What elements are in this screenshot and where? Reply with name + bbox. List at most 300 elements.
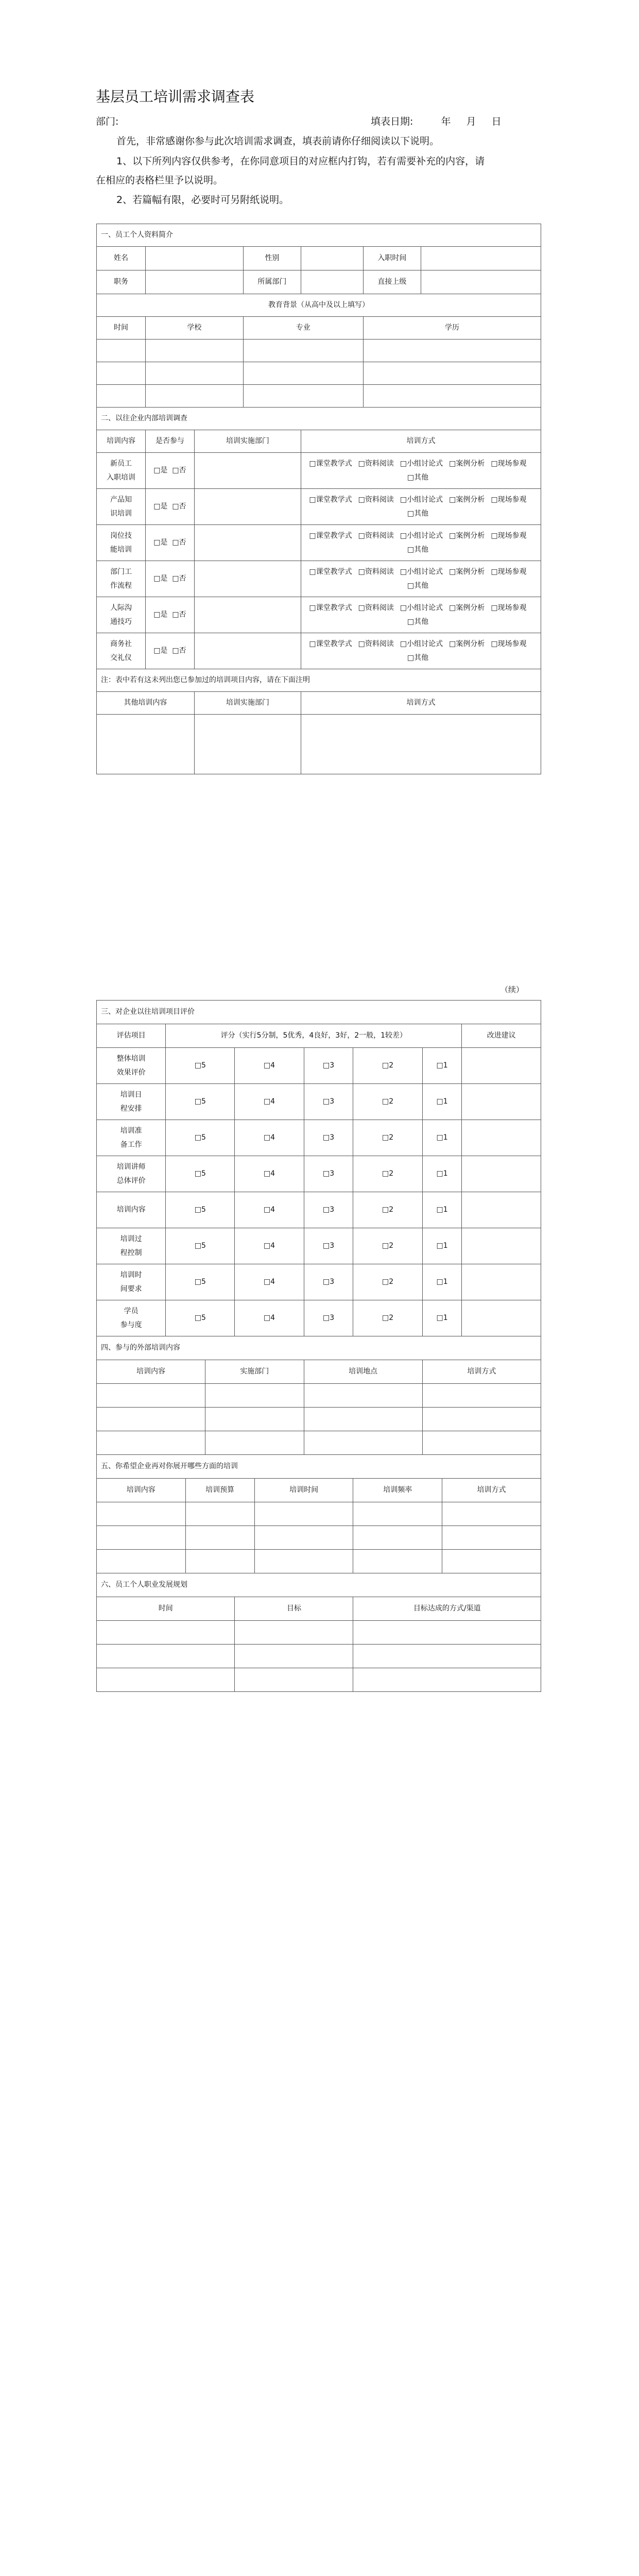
s2-col-content: 培训内容: [97, 430, 146, 453]
score-cell: [422, 1300, 462, 1336]
edu-row: [97, 340, 541, 362]
s4-cell[interactable]: [97, 1384, 205, 1408]
method-checkbox[interactable]: □课堂教学式: [309, 531, 352, 540]
s2-row-label: [97, 489, 146, 525]
s5-cell[interactable]: [97, 1526, 186, 1550]
table-row: [97, 1120, 541, 1156]
method-checkbox[interactable]: □课堂教学式: [309, 495, 352, 504]
table-row: [97, 1156, 541, 1192]
s2-participated-cell: [145, 489, 194, 525]
score-checkbox[interactable]: □1: [436, 1314, 448, 1323]
edu-cell[interactable]: [145, 340, 243, 362]
s4-cell[interactable]: [205, 1408, 304, 1431]
table-row: [97, 1264, 541, 1300]
s2-row-label: [97, 561, 146, 597]
s2-participated-cell: [145, 597, 194, 633]
page-title: 基层员工培训需求调查表: [96, 88, 255, 105]
s5-cell[interactable]: [353, 1550, 442, 1573]
s5-cell[interactable]: [254, 1526, 353, 1550]
s6-cell[interactable]: [235, 1668, 353, 1692]
method-checkbox[interactable]: □小组讨论式: [400, 495, 443, 504]
yes-checkbox[interactable]: □是: [153, 466, 168, 475]
score-checkbox[interactable]: □5: [194, 1170, 206, 1178]
method-checkbox[interactable]: □案例分析: [449, 567, 485, 576]
s6-cell[interactable]: [353, 1621, 541, 1645]
method-checkbox[interactable]: □其他: [407, 545, 429, 554]
s2-participated-cell: [145, 633, 194, 669]
s2-row-label-line: 产品知: [110, 495, 132, 504]
method-checkbox[interactable]: □案例分析: [449, 495, 485, 504]
edu-cell[interactable]: [97, 340, 146, 362]
score-cell: [422, 1048, 462, 1084]
s5-row: [97, 1526, 541, 1550]
s2-dept-cell[interactable]: [194, 525, 301, 561]
score-checkbox[interactable]: □2: [382, 1206, 394, 1214]
s3-row-label: [97, 1264, 166, 1300]
score-checkbox[interactable]: □5: [194, 1206, 206, 1214]
score-cell: [422, 1264, 462, 1300]
score-checkbox[interactable]: □4: [263, 1061, 275, 1070]
s2-method-options: [301, 525, 541, 561]
edu-col-time: 时间: [97, 317, 146, 340]
s4-row: [97, 1384, 541, 1408]
method-checkbox[interactable]: □其他: [407, 581, 429, 590]
score-cell: [422, 1228, 462, 1264]
yes-checkbox[interactable]: □是: [153, 538, 168, 547]
s2-row-label-line: 岗位技: [110, 531, 132, 540]
s3-row-label-line: 培训过: [120, 1234, 142, 1243]
score-cell: [304, 1084, 353, 1120]
s4-cell[interactable]: [422, 1384, 541, 1408]
date-line: [371, 117, 502, 127]
score-checkbox[interactable]: □2: [382, 1097, 394, 1106]
s4-cell[interactable]: [422, 1431, 541, 1455]
s2-row-label: [97, 633, 146, 669]
score-cell: [353, 1264, 422, 1300]
edu-cell[interactable]: [243, 340, 363, 362]
s2-other-col-method: 培训方式: [301, 692, 541, 715]
score-cell: [235, 1300, 304, 1336]
s6-cell[interactable]: [353, 1645, 541, 1668]
s6-cell[interactable]: [97, 1621, 235, 1645]
method-checkbox[interactable]: □课堂教学式: [309, 603, 352, 612]
table-row: [97, 489, 541, 525]
method-checkbox[interactable]: □其他: [407, 617, 429, 626]
s2-dept-cell[interactable]: [194, 597, 301, 633]
score-cell: [235, 1264, 304, 1300]
s2-other-dept-field[interactable]: [194, 715, 301, 774]
table-row: [97, 525, 541, 561]
s3-row-label-line: 程控制: [120, 1248, 142, 1257]
intro-line-2a: 1、以下所列内容仅供参考，在你同意项目的对应框内打钩，若有需要补充的内容，请: [116, 156, 485, 167]
edu-cell[interactable]: [97, 362, 146, 385]
s6-cell[interactable]: [353, 1668, 541, 1692]
score-cell: [422, 1192, 462, 1228]
score-cell: [304, 1300, 353, 1336]
score-checkbox[interactable]: □3: [322, 1097, 335, 1106]
method-checkbox[interactable]: □课堂教学式: [309, 639, 352, 648]
s2-method-options: [301, 561, 541, 597]
table-row: [97, 633, 541, 669]
s2-row-label-line: 作流程: [110, 581, 132, 590]
s2-row-label-line: 交礼仪: [110, 653, 132, 662]
field-position[interactable]: [145, 270, 243, 294]
score-cell: [166, 1120, 235, 1156]
s3-suggest-cell[interactable]: [462, 1264, 541, 1300]
s3-row-label-line: 间要求: [120, 1284, 142, 1293]
continued-label: （续）: [500, 985, 524, 994]
s6-row: [97, 1645, 541, 1668]
s3-suggest-cell[interactable]: [462, 1228, 541, 1264]
s5-row: [97, 1550, 541, 1573]
score-checkbox[interactable]: □5: [194, 1314, 206, 1323]
s3-row-label: [97, 1084, 166, 1120]
s4-cell[interactable]: [304, 1431, 422, 1455]
method-checkbox[interactable]: □现场参观: [491, 531, 527, 540]
table-row: [97, 1228, 541, 1264]
method-checkbox[interactable]: □课堂教学式: [309, 459, 352, 468]
score-checkbox[interactable]: □1: [436, 1097, 448, 1106]
s3-row-label-line: 参与度: [120, 1320, 142, 1329]
s2-row-label: [97, 525, 146, 561]
score-cell: [235, 1048, 304, 1084]
survey-table-part-1: [96, 224, 541, 774]
s3-row-label: [97, 1156, 166, 1192]
method-checkbox[interactable]: □现场参观: [491, 639, 527, 648]
score-cell: [235, 1120, 304, 1156]
edu-cell[interactable]: [363, 340, 541, 362]
method-checkbox[interactable]: □资料阅读: [358, 567, 394, 576]
method-checkbox[interactable]: □小组讨论式: [400, 459, 443, 468]
intro-line-1: 首先，非常感谢你参与此次培训需求调查，填表前请你仔细阅读以下说明。: [116, 135, 440, 147]
s3-suggest-cell[interactable]: [462, 1300, 541, 1336]
edu-row: [97, 362, 541, 385]
method-checkbox[interactable]: □资料阅读: [358, 459, 394, 468]
score-cell: [166, 1264, 235, 1300]
score-cell: [166, 1084, 235, 1120]
method-checkbox[interactable]: □现场参观: [491, 495, 527, 504]
s4-row: [97, 1431, 541, 1455]
s2-other-method-field[interactable]: [301, 715, 541, 774]
s5-cell[interactable]: [97, 1502, 186, 1526]
s5-col-frequency: 培训频率: [353, 1479, 442, 1502]
score-cell: [353, 1228, 422, 1264]
score-checkbox[interactable]: □3: [322, 1278, 335, 1286]
s3-suggest-cell[interactable]: [462, 1192, 541, 1228]
score-cell: [353, 1048, 422, 1084]
s2-row-label: [97, 453, 146, 489]
edu-cell[interactable]: [363, 385, 541, 408]
s2-row-label-line: 商务社: [110, 639, 132, 648]
s2-other-row: [97, 715, 541, 774]
no-checkbox[interactable]: □否: [172, 538, 186, 547]
method-checkbox[interactable]: □其他: [407, 473, 429, 482]
method-checkbox[interactable]: □课堂教学式: [309, 567, 352, 576]
s2-method-options: [301, 453, 541, 489]
dept-label: 部门:: [96, 116, 119, 127]
method-checkbox[interactable]: □小组讨论式: [400, 603, 443, 612]
score-checkbox[interactable]: □2: [382, 1242, 394, 1250]
score-checkbox[interactable]: □3: [322, 1133, 335, 1142]
s6-row: [97, 1668, 541, 1692]
score-cell: [166, 1192, 235, 1228]
s5-col-budget: 培训预算: [185, 1479, 254, 1502]
s2-row-label-line: 入职培训: [106, 473, 135, 482]
method-checkbox[interactable]: □案例分析: [449, 459, 485, 468]
s5-cell[interactable]: [442, 1502, 541, 1526]
method-checkbox[interactable]: □案例分析: [449, 639, 485, 648]
method-checkbox[interactable]: □资料阅读: [358, 639, 394, 648]
s3-suggest-cell[interactable]: [462, 1048, 541, 1084]
s6-col-goal: 目标: [235, 1597, 353, 1621]
s2-other-col-content: 其他培训内容: [97, 692, 195, 715]
score-cell: [353, 1120, 422, 1156]
s6-cell[interactable]: [235, 1645, 353, 1668]
edu-cell[interactable]: [145, 385, 243, 408]
s2-method-options: [301, 633, 541, 669]
s3-row-label-line: 培训准: [120, 1126, 142, 1135]
score-checkbox[interactable]: □5: [194, 1133, 206, 1142]
s5-cell[interactable]: [442, 1550, 541, 1573]
s3-row-label-line: 总体评价: [116, 1176, 146, 1185]
score-checkbox[interactable]: □1: [436, 1242, 448, 1250]
s4-cell[interactable]: [205, 1384, 304, 1408]
s3-row-label-line: 培训日: [120, 1090, 142, 1099]
yes-checkbox[interactable]: □是: [153, 611, 168, 619]
s4-cell[interactable]: [304, 1408, 422, 1431]
s6-row: [97, 1621, 541, 1645]
s2-row-label-line: 新员工: [110, 459, 132, 468]
method-checkbox[interactable]: □小组讨论式: [400, 639, 443, 648]
s2-participated-cell: [145, 561, 194, 597]
score-cell: [353, 1156, 422, 1192]
s4-cell[interactable]: [97, 1408, 205, 1431]
field-name[interactable]: [145, 247, 243, 270]
s2-training-rows: [97, 453, 541, 669]
s4-cell[interactable]: [205, 1431, 304, 1455]
score-checkbox[interactable]: □3: [322, 1170, 335, 1178]
score-cell: [235, 1156, 304, 1192]
yes-checkbox[interactable]: □是: [153, 502, 168, 511]
s4-cell[interactable]: [97, 1431, 205, 1455]
method-checkbox[interactable]: □其他: [407, 653, 429, 662]
label-supervisor: 直接上级: [363, 270, 421, 294]
date-month: 月: [466, 116, 476, 127]
date-day: 日: [491, 116, 502, 127]
method-checkbox[interactable]: □案例分析: [449, 603, 485, 612]
score-checkbox[interactable]: □3: [322, 1206, 335, 1214]
score-cell: [166, 1048, 235, 1084]
score-checkbox[interactable]: □3: [322, 1061, 335, 1070]
s2-other-content-field[interactable]: [97, 715, 195, 774]
score-cell: [353, 1300, 422, 1336]
score-cell: [304, 1192, 353, 1228]
s6-cell[interactable]: [97, 1668, 235, 1692]
label-gender: 性别: [243, 247, 301, 270]
date-label: 填表日期:: [371, 116, 413, 127]
s5-col-method: 培训方式: [442, 1479, 541, 1502]
score-checkbox[interactable]: □3: [322, 1242, 335, 1250]
method-checkbox[interactable]: □资料阅读: [358, 531, 394, 540]
s4-col-dept: 实施部门: [205, 1360, 304, 1384]
score-checkbox[interactable]: □3: [322, 1314, 335, 1323]
table-row: [97, 1048, 541, 1084]
score-checkbox[interactable]: □2: [382, 1278, 394, 1286]
table-row: [97, 561, 541, 597]
s5-cell[interactable]: [442, 1526, 541, 1550]
s3-col-score: 评分（实行5分制，5优秀，4良好，3好，2一般，1较差）: [166, 1024, 462, 1048]
section-2-title: 二、以往企业内部培训调查: [97, 408, 541, 430]
edu-cell[interactable]: [145, 362, 243, 385]
s3-evaluation-rows: [97, 1048, 541, 1336]
score-checkbox[interactable]: □1: [436, 1206, 448, 1214]
s2-row-label-line: 识培训: [110, 509, 132, 518]
s2-dept-cell[interactable]: [194, 489, 301, 525]
s3-row-label-line: 培训时: [120, 1270, 142, 1279]
method-checkbox[interactable]: □案例分析: [449, 531, 485, 540]
s2-col-participated: 是否参与: [145, 430, 194, 453]
score-cell: [422, 1156, 462, 1192]
score-cell: [353, 1192, 422, 1228]
score-checkbox[interactable]: □4: [263, 1206, 275, 1214]
score-cell: [235, 1228, 304, 1264]
s2-row-label-line: 部门工: [110, 567, 132, 576]
score-checkbox[interactable]: □1: [436, 1170, 448, 1178]
s5-cell[interactable]: [254, 1502, 353, 1526]
s5-cell[interactable]: [97, 1550, 186, 1573]
survey-table-part-2: [96, 1000, 541, 1692]
s2-dept-cell[interactable]: [194, 633, 301, 669]
s6-cell[interactable]: [97, 1645, 235, 1668]
s5-cell[interactable]: [185, 1550, 254, 1573]
s2-col-method: 培训方式: [301, 430, 541, 453]
s3-suggest-cell[interactable]: [462, 1120, 541, 1156]
s5-cell[interactable]: [353, 1526, 442, 1550]
s3-row-label: [97, 1192, 166, 1228]
no-checkbox[interactable]: □否: [172, 466, 186, 475]
no-checkbox[interactable]: □否: [172, 647, 186, 655]
s4-col-location: 培训地点: [304, 1360, 422, 1384]
score-checkbox[interactable]: □5: [194, 1242, 206, 1250]
score-checkbox[interactable]: □4: [263, 1170, 275, 1178]
s5-col-time: 培训时间: [254, 1479, 353, 1502]
s4-row: [97, 1408, 541, 1431]
field-gender[interactable]: [301, 247, 363, 270]
edu-cell[interactable]: [243, 362, 363, 385]
s5-cell[interactable]: [254, 1550, 353, 1573]
s4-cell[interactable]: [422, 1408, 541, 1431]
edu-row: [97, 385, 541, 408]
edu-cell[interactable]: [97, 385, 146, 408]
score-checkbox[interactable]: □2: [382, 1133, 394, 1142]
s4-cell[interactable]: [304, 1384, 422, 1408]
s3-row-label-line: 备工作: [120, 1140, 142, 1149]
s2-dept-cell[interactable]: [194, 453, 301, 489]
score-checkbox[interactable]: □4: [263, 1278, 275, 1286]
edu-cell[interactable]: [363, 362, 541, 385]
score-checkbox[interactable]: □4: [263, 1133, 275, 1142]
method-checkbox[interactable]: □现场参观: [491, 603, 527, 612]
s4-col-content: 培训内容: [97, 1360, 205, 1384]
score-checkbox[interactable]: □2: [382, 1314, 394, 1323]
method-checkbox[interactable]: □资料阅读: [358, 495, 394, 504]
label-position: 职务: [97, 270, 146, 294]
label-join-date: 入职时间: [363, 247, 421, 270]
s3-col-suggest: 改进建议: [462, 1024, 541, 1048]
yes-checkbox[interactable]: □是: [153, 574, 168, 583]
s5-row: [97, 1502, 541, 1526]
section-5-title: 五、你希望企业再对你展开哪些方面的培训: [97, 1455, 541, 1479]
s5-cell[interactable]: [185, 1502, 254, 1526]
score-checkbox[interactable]: □5: [194, 1061, 206, 1070]
s5-cell[interactable]: [353, 1502, 442, 1526]
s6-col-time: 时间: [97, 1597, 235, 1621]
intro-line-2b: 在相应的表格栏里予以说明。: [96, 175, 223, 186]
method-checkbox[interactable]: □其他: [407, 509, 429, 518]
s4-col-method: 培训方式: [422, 1360, 541, 1384]
score-checkbox[interactable]: □5: [194, 1278, 206, 1286]
s2-participated-cell: [145, 525, 194, 561]
method-checkbox[interactable]: □现场参观: [491, 567, 527, 576]
method-checkbox[interactable]: □资料阅读: [358, 603, 394, 612]
no-checkbox[interactable]: □否: [172, 611, 186, 619]
s2-row-label-line: 能培训: [110, 545, 132, 554]
s2-row-label-line: 通技巧: [110, 617, 132, 626]
s3-row-label-line: 学员: [124, 1307, 139, 1315]
s2-dept-cell[interactable]: [194, 561, 301, 597]
s2-row-label-line: 人际沟: [110, 603, 132, 612]
s3-row-label-line: 培训内容: [116, 1206, 146, 1214]
score-checkbox[interactable]: □1: [436, 1133, 448, 1142]
score-checkbox[interactable]: □1: [436, 1061, 448, 1070]
score-checkbox[interactable]: □4: [263, 1314, 275, 1323]
score-checkbox[interactable]: □4: [263, 1097, 275, 1106]
table-row: [97, 1192, 541, 1228]
no-checkbox[interactable]: □否: [172, 502, 186, 511]
method-checkbox[interactable]: □小组讨论式: [400, 567, 443, 576]
yes-checkbox[interactable]: □是: [153, 647, 168, 655]
method-checkbox[interactable]: □现场参观: [491, 459, 527, 468]
edu-col-degree: 学历: [363, 317, 541, 340]
edu-col-school: 学校: [145, 317, 243, 340]
s3-suggest-cell[interactable]: [462, 1156, 541, 1192]
s3-col-item: 评估项目: [97, 1024, 166, 1048]
score-cell: [304, 1264, 353, 1300]
s6-cell[interactable]: [235, 1621, 353, 1645]
field-dept[interactable]: [301, 270, 363, 294]
score-cell: [422, 1084, 462, 1120]
score-checkbox[interactable]: □2: [382, 1170, 394, 1178]
score-cell: [235, 1084, 304, 1120]
table-row: [97, 1084, 541, 1120]
field-join-date[interactable]: [421, 247, 541, 270]
date-year: 年: [441, 116, 451, 127]
s3-row-label: [97, 1048, 166, 1084]
no-checkbox[interactable]: □否: [172, 574, 186, 583]
s2-method-options: [301, 489, 541, 525]
score-checkbox[interactable]: □1: [436, 1278, 448, 1286]
s3-suggest-cell[interactable]: [462, 1084, 541, 1120]
edu-col-major: 专业: [243, 317, 363, 340]
edu-cell[interactable]: [243, 385, 363, 408]
score-cell: [166, 1300, 235, 1336]
field-supervisor[interactable]: [421, 270, 541, 294]
score-checkbox[interactable]: □5: [194, 1097, 206, 1106]
score-checkbox[interactable]: □2: [382, 1061, 394, 1070]
s5-cell[interactable]: [185, 1526, 254, 1550]
method-checkbox[interactable]: □小组讨论式: [400, 531, 443, 540]
score-checkbox[interactable]: □4: [263, 1242, 275, 1250]
